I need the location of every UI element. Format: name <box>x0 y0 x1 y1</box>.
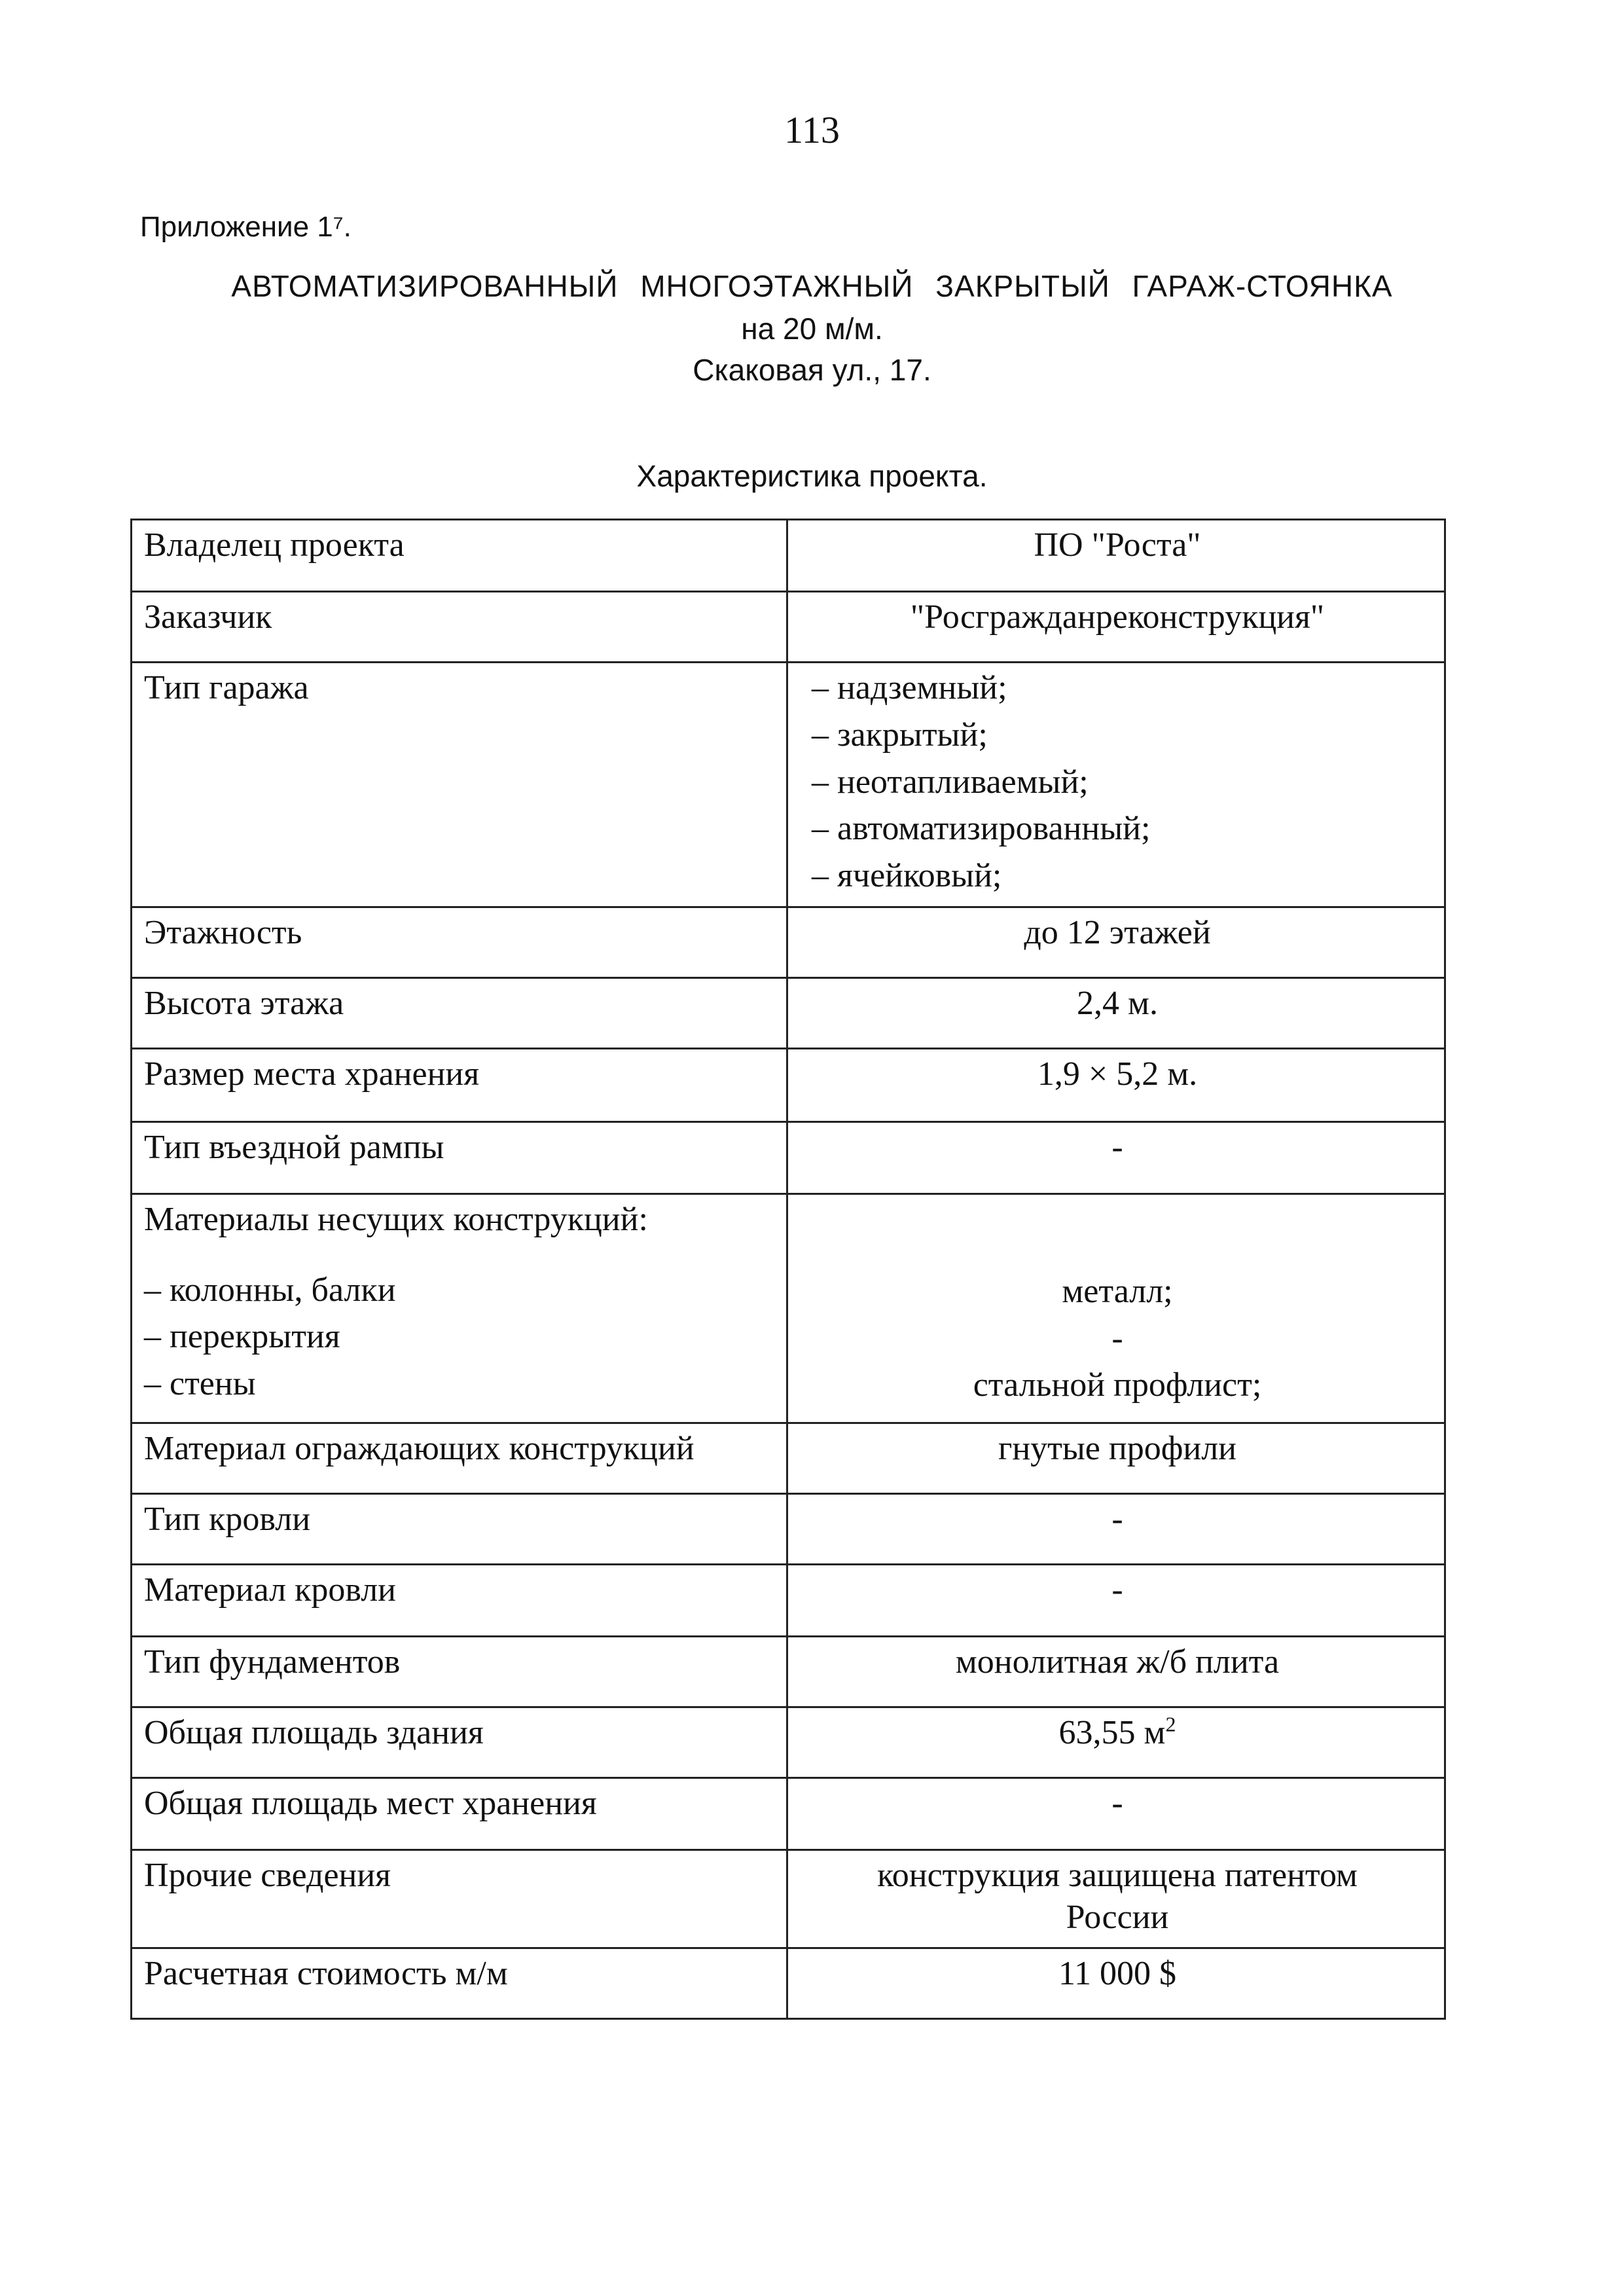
list-item: - <box>1111 1319 1123 1357</box>
document-title: АВТОМАТИЗИРОВАННЫЙ МНОГОЭТАЖНЫЙ ЗАКРЫТЫЙ ГАРАЖ-СТОЯНКА <box>231 269 1393 303</box>
row-value-list <box>787 1194 1445 1423</box>
row-label: Общая площадь здания <box>132 1707 787 1777</box>
table-row <box>132 1121 1445 1194</box>
table-row <box>132 1194 1445 1423</box>
row-value: 2,4 м. <box>787 977 1445 1048</box>
list-item: – закрытый; <box>812 712 1435 759</box>
table-row <box>132 1564 1445 1636</box>
row-value <box>787 1850 1445 1948</box>
table-row <box>132 1777 1445 1850</box>
area-unit-superscript: 2 <box>1165 1712 1176 1736</box>
row-label: Прочие сведения <box>132 1850 787 1948</box>
appendix-label: Приложение 1⁷. <box>140 211 352 243</box>
row-value: 11 000 $ <box>787 1948 1445 2019</box>
row-label: Тип въездной рампы <box>132 1121 787 1194</box>
row-label: Тип кровли <box>132 1493 787 1564</box>
table-row <box>132 1948 1445 2019</box>
row-label: Материалы несущих конструкций: <box>144 1200 648 1238</box>
table-row <box>132 1423 1445 1493</box>
table-row <box>132 1493 1445 1564</box>
row-value: - <box>787 1564 1445 1636</box>
row-label: Тип фундаментов <box>132 1636 787 1707</box>
row-value: "Росгражданреконструкция" <box>787 592 1445 663</box>
row-value-line: России <box>1066 1898 1169 1936</box>
row-label: Общая площадь мест хранения <box>132 1777 787 1850</box>
area-value: 63,55 м <box>1058 1713 1166 1751</box>
row-value: - <box>787 1121 1445 1194</box>
row-value: ПО "Роста" <box>787 520 1445 592</box>
table-row <box>132 1636 1445 1707</box>
row-value-list <box>787 663 1445 907</box>
table-row <box>132 663 1445 907</box>
document-address: Скаковая ул., 17. <box>693 353 931 387</box>
table-row <box>132 1707 1445 1777</box>
list-item: – автоматизированный; <box>812 805 1435 852</box>
document-subtitle: на 20 м/м. <box>741 312 883 346</box>
table-row <box>132 1850 1445 1948</box>
list-item: – колонны, балки <box>144 1267 777 1314</box>
row-value: монолитная ж/б плита <box>787 1636 1445 1707</box>
row-label: Размер места хранения <box>132 1048 787 1121</box>
project-characteristics-table <box>130 519 1446 2020</box>
list-item: – перекрытия <box>144 1313 777 1360</box>
row-label: Высота этажа <box>132 977 787 1048</box>
row-label: Владелец проекта <box>132 520 787 592</box>
row-value: 1,9 × 5,2 м. <box>787 1048 1445 1121</box>
list-item: стальной профлист; <box>973 1366 1262 1404</box>
table-row <box>132 592 1445 663</box>
row-value: - <box>787 1777 1445 1850</box>
list-item: – надземный; <box>812 665 1435 712</box>
table-row <box>132 907 1445 977</box>
row-label: Расчетная стоимость м/м <box>132 1948 787 2019</box>
row-value: до 12 этажей <box>787 907 1445 977</box>
row-label: Заказчик <box>132 592 787 663</box>
row-value-line: конструкция защищена патентом <box>877 1856 1358 1894</box>
list-item: металл; <box>1062 1272 1173 1310</box>
row-label: Материал кровли <box>132 1564 787 1636</box>
table-row <box>132 520 1445 592</box>
row-label-list <box>132 1194 787 1423</box>
table-row <box>132 1048 1445 1121</box>
row-label: Материал ограждающих конструкций <box>132 1423 787 1493</box>
row-value <box>787 1707 1445 1777</box>
list-item: – ячейковый; <box>812 852 1435 900</box>
list-item: – стены <box>144 1360 777 1408</box>
table-caption: Характеристика проекта. <box>636 459 988 493</box>
row-label: Тип гаража <box>132 663 787 907</box>
row-value: гнутые профили <box>787 1423 1445 1493</box>
page-number: 113 <box>784 109 840 151</box>
list-item: – неотапливаемый; <box>812 759 1435 806</box>
table-row <box>132 977 1445 1048</box>
row-label: Этажность <box>132 907 787 977</box>
row-value: - <box>787 1493 1445 1564</box>
